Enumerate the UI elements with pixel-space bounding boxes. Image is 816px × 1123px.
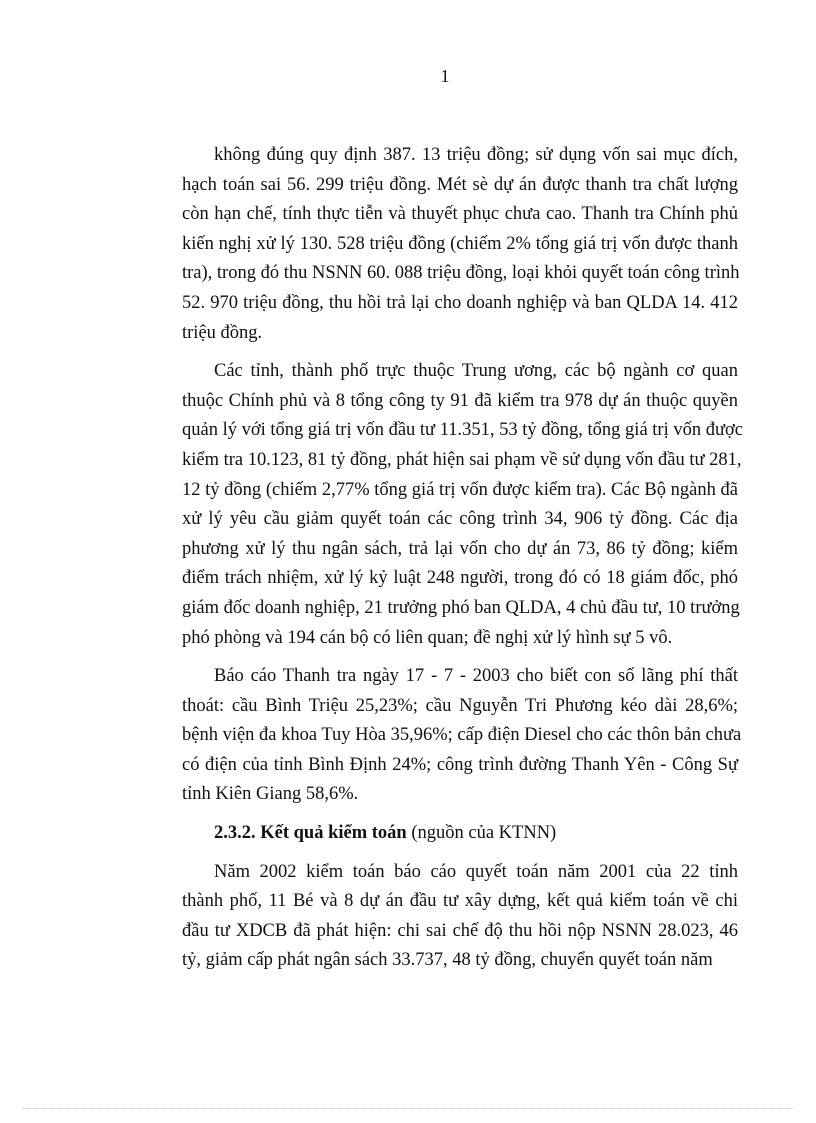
text-line: không đúng quy định 387. 13 triệu đồng; sử dụng vốn sai mục đích, <box>214 145 738 165</box>
paragraph-inspection-results <box>182 141 738 348</box>
text-line: 52. 970 triệu đồng, thu hồi trả lại cho doanh nghiệp và ban QLDA 14. 412 <box>182 292 738 313</box>
text-line: Các tỉnh, thành phố trực thuộc Trung ương, các bộ ngành cơ quan <box>214 361 738 382</box>
text-line: thoát: cầu Bình Triệu 25,23%; cầu Nguyễn Tri Phương kéo dài 28,6%; <box>182 695 738 716</box>
section-heading <box>182 819 738 849</box>
page-bottom-divider <box>22 1108 794 1109</box>
text-line: phương xử lý thu ngân sách, trả lại vốn cho dự án 73, 86 tỷ đồng; kiểm <box>182 538 738 559</box>
text-line: xử lý yêu cầu giảm quyết toán các công trình 34, 906 tỷ đồng. Các địa <box>182 509 738 530</box>
text-line: điểm trách nhiệm, xử lý kỷ luật 248 người, trong đó có 18 giám đốc, phó <box>182 568 738 589</box>
text-line: triệu đồng. <box>182 322 263 343</box>
paragraph-waste-report <box>182 662 742 810</box>
text-line: kiểm tra 10.123, 81 tỷ đồng, phát hiện sai phạm về sử dụng vốn đầu tư 281, <box>182 449 742 470</box>
text-line: hạch toán sai 56. 299 triệu đồng. Mét sè dự án được thanh tra chất lượng <box>182 174 738 195</box>
text-line: đầu tư XDCB đã phát hiện: chi sai chế độ thu hồi nộp NSNN 28.023, 46 <box>182 920 738 941</box>
section-heading-source: (nguồn của KTNN) <box>406 823 557 844</box>
text-line: tỉnh Kiên Giang 58,6%. <box>182 784 359 805</box>
page-number: 1 <box>440 66 450 86</box>
paragraph-provinces-review <box>182 357 743 653</box>
paragraph-audit-results <box>182 858 738 976</box>
text-line: bệnh viện đa khoa Tuy Hòa 35,96%; cấp điện Diesel cho các thôn bản chưa <box>182 725 742 746</box>
text-line: thuộc Chính phủ và 8 tổng công ty 91 đã kiểm tra 978 dự án thuộc quyền <box>182 390 738 411</box>
text-line: có điện của tỉnh Bình Định 24%; công trình đường Thanh Yên - Công Sự <box>182 754 738 775</box>
text-line: tỷ, giảm cấp phát ngân sách 33.737, 48 tỷ đồng, chuyển quyết toán năm <box>182 950 713 971</box>
text-line: quản lý với tổng giá trị vốn đầu tư 11.351, 53 tỷ đồng, tổng giá trị vốn được <box>182 420 743 441</box>
text-line: còn hạn chế, tính thực tiễn và thuyết phục chưa cao. Thanh tra Chính phủ <box>182 204 738 225</box>
document-body <box>182 141 743 985</box>
text-line: phó phòng và 194 cán bộ có liên quan; đề nghị xử lý hình sự 5 vô. <box>182 627 673 648</box>
text-line: tra), trong đó thu NSNN 60. 088 triệu đồng, loại khỏi quyết toán công trình <box>182 263 740 284</box>
text-line: Năm 2002 kiểm toán báo cáo quyết toán năm 2001 của 22 tỉnh <box>214 861 738 882</box>
section-heading-title: 2.3.2. Kết quả kiểm toán <box>214 823 407 844</box>
text-line: thành phố, 11 Bé và 8 dự án đầu tư xây dựng, kết quả kiểm toán về chi <box>182 891 738 912</box>
text-line: giám đốc doanh nghiệp, 21 trưởng phó ban QLDA, 4 chủ đầu tư, 10 trưởng <box>182 597 740 618</box>
text-line: kiến nghị xử lý 130. 528 triệu đồng (chiếm 2% tổng giá trị vốn được thanh <box>182 233 738 254</box>
text-line: Báo cáo Thanh tra ngày 17 - 7 - 2003 cho biết con số lãng phí thất <box>214 666 738 687</box>
text-line: 12 tỷ đồng (chiếm 2,77% tổng giá trị vốn được kiểm tra). Các Bộ ngành đã <box>182 479 738 500</box>
